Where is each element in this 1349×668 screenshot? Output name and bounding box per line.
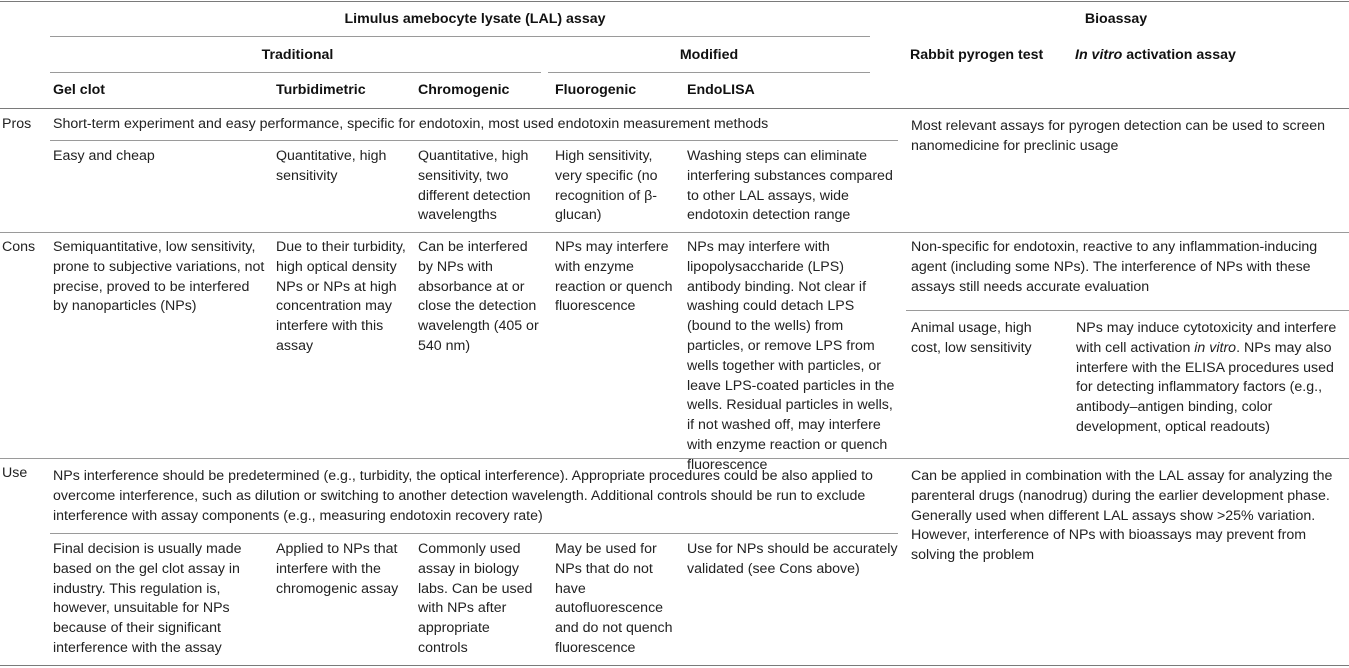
cons-invitro-b: . NPs may also interfere with the ELISA procedures used for detecting inflammatory factors (e.g., antibody–antigen binding, color development, optical readouts) bbox=[1076, 339, 1334, 435]
rule-bottom bbox=[0, 665, 1349, 666]
header-rabbit: Rabbit pyrogen test bbox=[910, 47, 1044, 63]
header-turbidimetric: Turbidimetric bbox=[276, 82, 366, 98]
cons-invitro-italic: in vitro bbox=[1194, 339, 1237, 356]
rule-top bbox=[0, 1, 1349, 2]
pros-endolisa: Washing steps can eliminate interfering substances compared to other LAL assays, wide endotoxin detection range bbox=[687, 148, 893, 224]
header-fluorogenic: Fluorogenic bbox=[555, 82, 637, 98]
use-gelclot: Final decision is usually made based on the gel clot assay in industry. This regulation is, however, unsuitable for NPs because of their significant interference with the assay bbox=[53, 541, 242, 656]
use-bioassay-common: Can be applied in combination with the LAL assay for analyzing the parenteral drugs (nanodrug) during the earlier development phase. Generally used when different LAL assays show >25% variation. However, interference of NPs with bioassays may prevent from solving the problem bbox=[911, 468, 1333, 564]
rule-header-bottom bbox=[0, 108, 1349, 109]
header-lal: Limulus amebocyte lysate (LAL) assay bbox=[344, 11, 606, 27]
header-gelclot: Gel clot bbox=[53, 82, 106, 98]
use-chromogenic: Commonly used assay in biology labs. Can be used with NPs after appropriate controls bbox=[418, 541, 533, 656]
cons-bioassay-common: Non-specific for endotoxin, reactive to any inflammation-inducing agent (including some NPs). The interference of NPs with these assays still needs accurate evaluation bbox=[911, 239, 1318, 295]
cons-chromogenic: Can be interfered by NPs with absorbance at or close the detection wavelength (405 or 540 nm) bbox=[418, 239, 539, 354]
rule-cons-bioassay-common bbox=[906, 310, 1349, 311]
rule-under-traditional bbox=[50, 72, 541, 73]
row-label-pros: Pros bbox=[2, 116, 32, 132]
rule-cons-bottom bbox=[0, 458, 1349, 459]
row-label-use: Use bbox=[2, 465, 28, 481]
pros-turbidimetric: Quantitative, high sensitivity bbox=[276, 148, 387, 184]
header-traditional: Traditional bbox=[261, 47, 334, 63]
cons-fluorogenic: NPs may interfere with enzyme reaction or quench fluorescence bbox=[555, 239, 673, 315]
header-bioassay: Bioassay bbox=[1084, 11, 1148, 27]
header-invitro-italic: In vitro bbox=[1075, 47, 1123, 63]
header-invitro-rest: activation assay bbox=[1122, 47, 1236, 63]
use-lal-common: NPs interference should be predetermined (e.g., turbidity, the optical interference). Appropriate procedures could be also applied to overcome interference, such as dilution or switching to another detection wavelength. Additional controls should be run to exclude interference with assay components (e.g., measuring endotoxin recovery rate) bbox=[53, 468, 873, 524]
pros-chromogenic: Quantitative, high sensitivity, two different detection wavelengths bbox=[418, 148, 531, 224]
use-turbidimetric: Applied to NPs that interfere with the chromogenic assay bbox=[276, 541, 399, 597]
header-chromogenic: Chromogenic bbox=[418, 82, 510, 98]
rule-pros-bottom bbox=[0, 232, 1349, 233]
cons-invitro bbox=[1076, 319, 1340, 438]
rule-pros-common bbox=[50, 140, 898, 141]
header-endolisa: EndoLISA bbox=[687, 82, 755, 98]
cons-gelclot: Semiquantitative, low sensitivity, prone to subjective variations, not precise, proved to be interfered by nanoparticles (NPs) bbox=[53, 239, 265, 315]
cons-endolisa: NPs may interfere with lipopolysaccharide (LPS) antibody binding. Not clear if washing could detach LPS (bound to the wells) from particles, or remove LPS from wells together with particles, or leave LPS-coated particles in the wells. Residual particles in wells, if not washed off, may interfere with enzyme reaction or quench fluorescence bbox=[687, 239, 895, 473]
cons-rabbit: Animal usage, high cost, low sensitivity bbox=[911, 320, 1032, 356]
row-label-cons: Cons bbox=[2, 239, 36, 255]
pros-gelclot: Easy and cheap bbox=[53, 148, 155, 164]
pros-lal-common: Short-term experiment and easy performance, specific for endotoxin, most used endotoxin measurement methods bbox=[53, 116, 769, 132]
rule-use-common bbox=[50, 533, 898, 534]
pros-fluorogenic: High sensitivity, very specific (no recognition of β-glucan) bbox=[555, 148, 658, 224]
pros-bioassay-common: Most relevant assays for pyrogen detection can be used to screen nanomedicine for preclinic usage bbox=[911, 118, 1326, 154]
rule-under-modified bbox=[548, 72, 870, 73]
use-fluorogenic: May be used for NPs that do not have autofluorescence and do not quench fluorescence bbox=[555, 541, 673, 656]
cons-invitro-a: NPs may induce cytotoxicity and interfere with cell activation bbox=[1076, 320, 1337, 356]
header-invitro bbox=[1075, 46, 1335, 66]
use-endolisa: Use for NPs should be accurately validated (see Cons above) bbox=[687, 541, 898, 577]
rule-under-lal bbox=[50, 36, 870, 37]
cons-turbidimetric: Due to their turbidity, high optical density NPs or NPs at high concentration may interfere with this assay bbox=[276, 239, 406, 354]
header-modified: Modified bbox=[679, 47, 739, 63]
